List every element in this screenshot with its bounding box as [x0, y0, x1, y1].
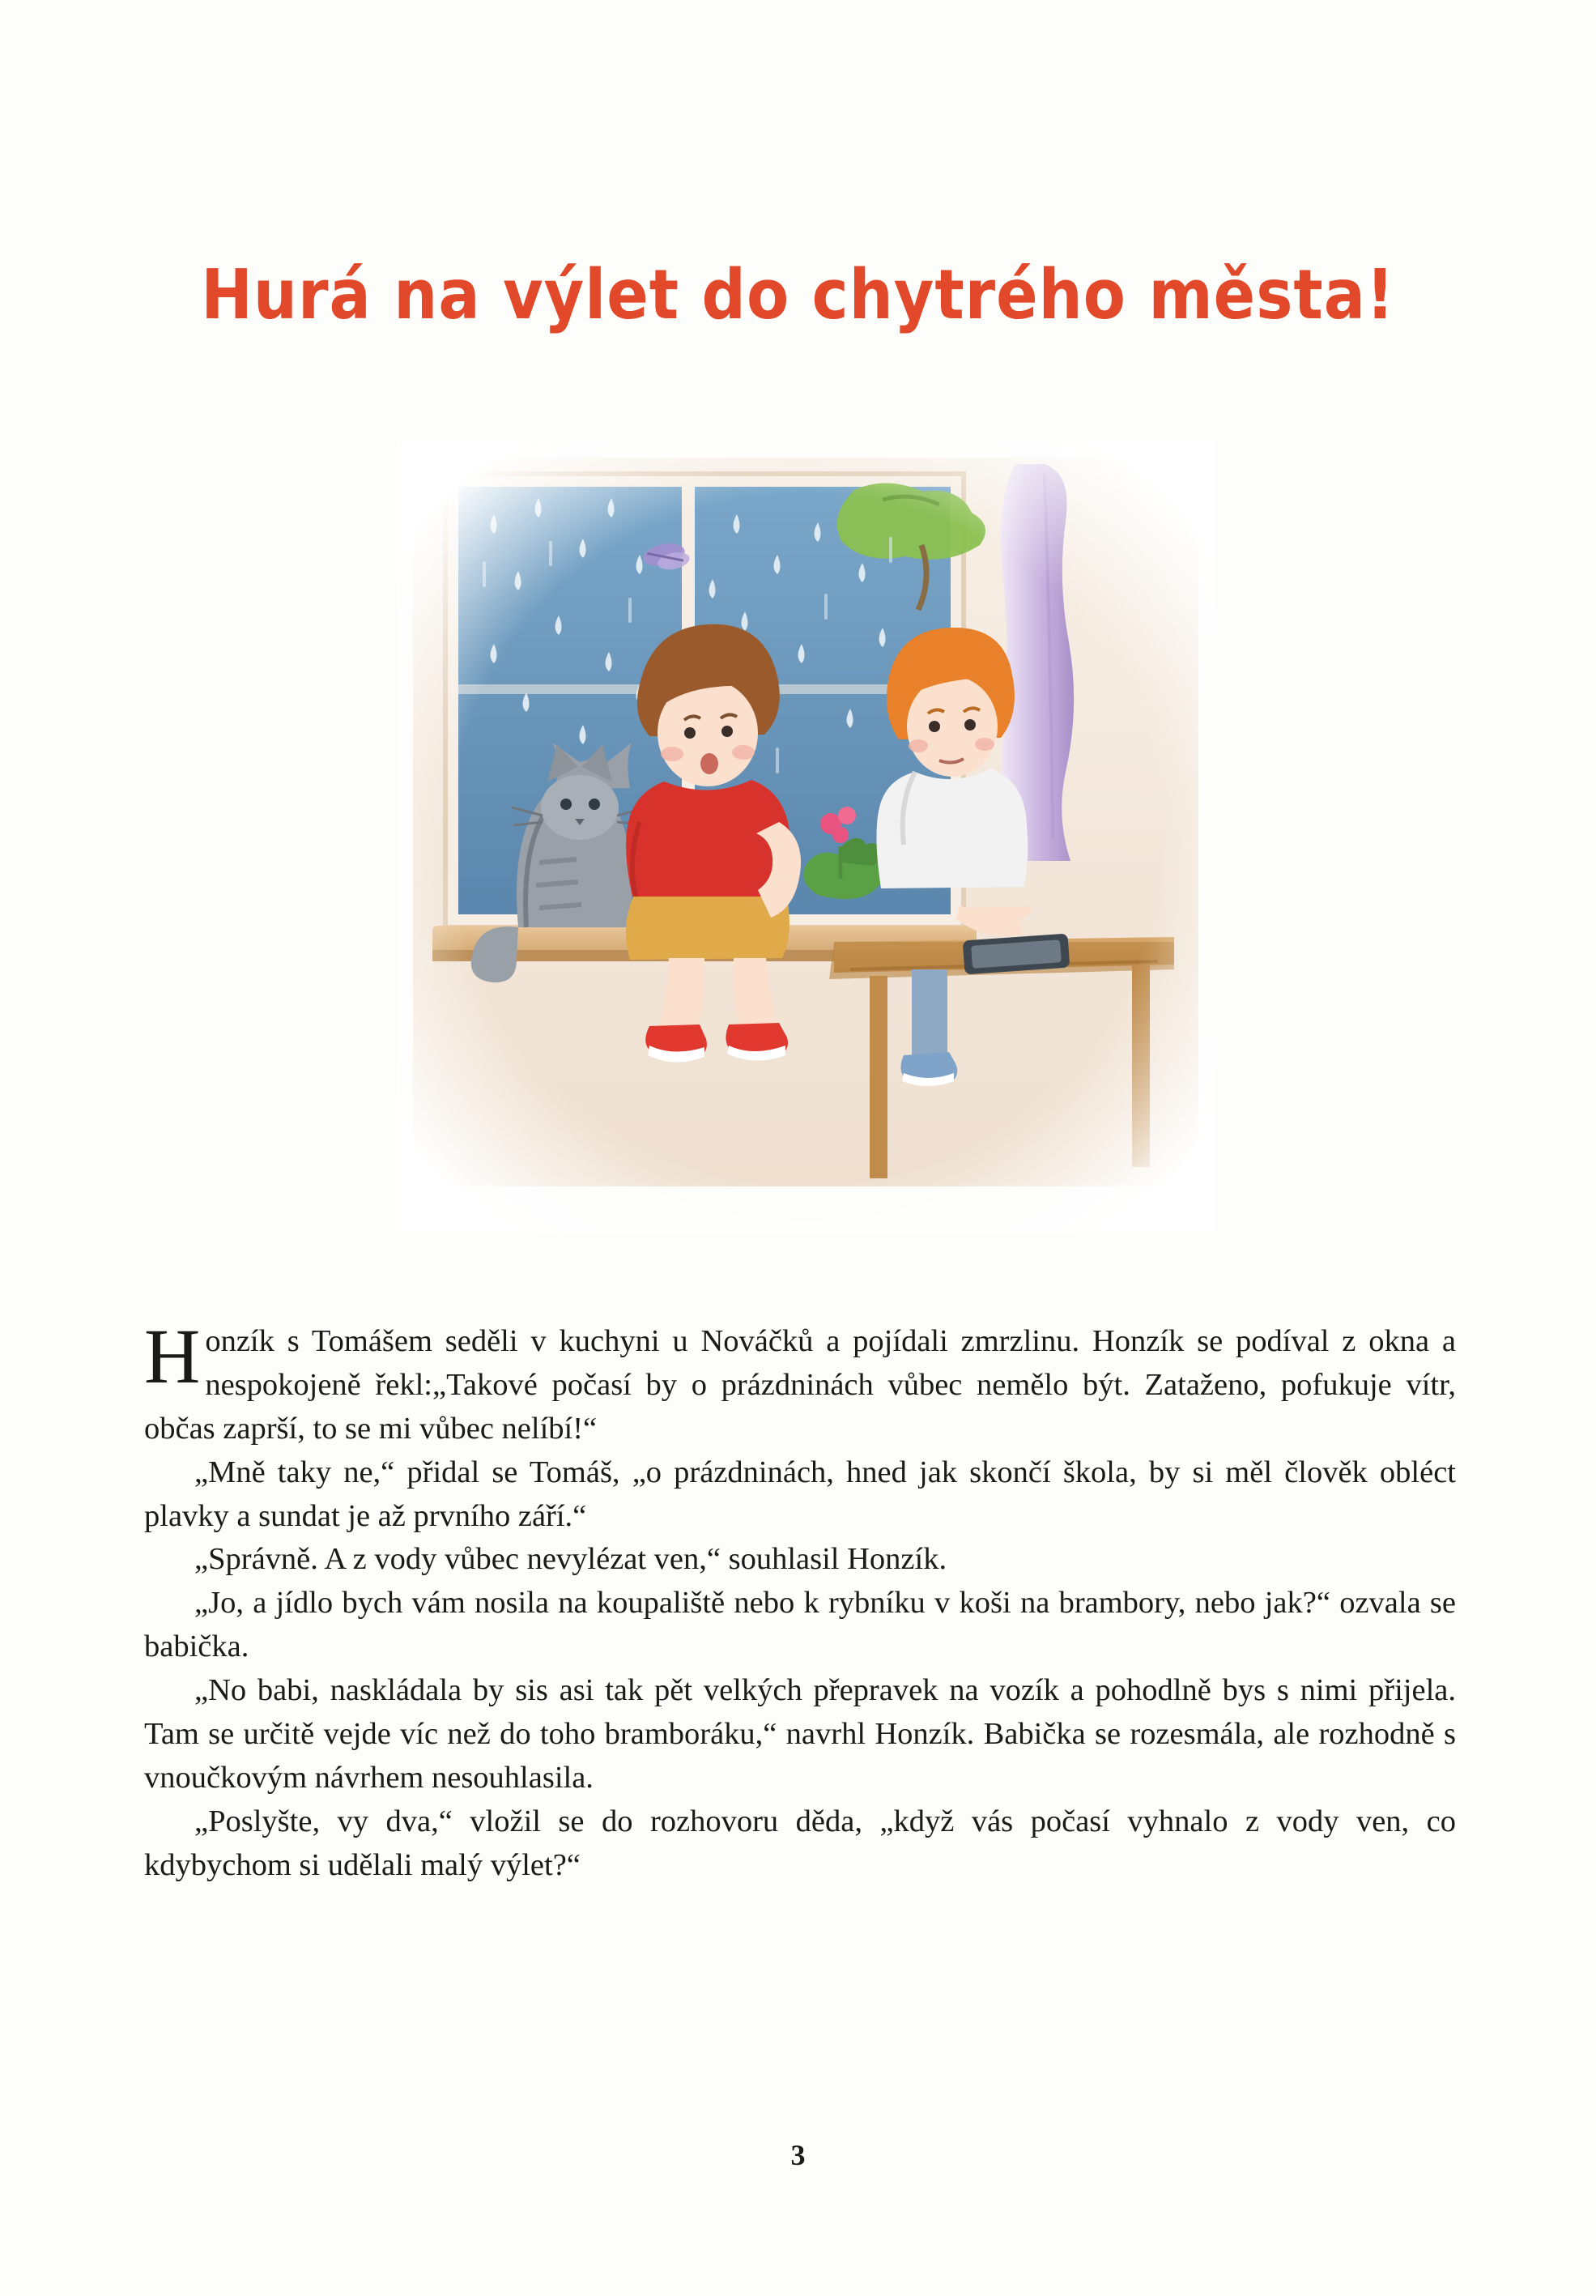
paragraph-4: „Jo, a jídlo bych vám nosila na koupaliště nebo k rybníku v koši na brambory, nebo jak?“ ozvala se babička. [144, 1586, 1456, 1664]
drop-cap: H [144, 1313, 201, 1399]
paragraph-5: „No babi, naskládala by sis asi tak pět velkých přepravek na vozík a pohodlně bys s nimi přijela. Tam se určitě vejde víc než do toho bramboráku,“ navrhl Honzík. Babička se rozesmála, ale rozhodně s vnoučkovým návrhem nesouhlasila. [144, 1673, 1456, 1795]
paragraph-6: „Poslyšte, vy dva,“ vložil se do rozhovoru děda, „když vás počasí vyhnalo z vody ven, co kdybychom si udělali malý výlet?“ [144, 1804, 1456, 1882]
page-number: 3 [790, 2139, 806, 2171]
paragraph-1-text: onzík s Tomášem seděli v kuchyni u Nováčků a pojídali zmrzlinu. Honzík se podíval z okna a nespokojeně řekl:„Takové počasí by o prázdninách vůbec nemělo být. Zataženo, pofukuje vítr, občas zaprší, to se mi vůbec nelíbí!“ [144, 1324, 1456, 1446]
paragraph-3: „Správně. A z vody vůbec nevylézat ven,“ souhlasil Honzík. [194, 1542, 947, 1577]
body-text [144, 1313, 1456, 1888]
kitchen-window-rain-illustration [397, 441, 1215, 1235]
paragraph-2: „Mně taky ne,“ přidal se Tomáš, „o prázdninách, hned jak skončí škola, by si měl člověk obléct plavky a sundat je až prvního září.“ [144, 1455, 1456, 1533]
page-title: Hurá na výlet do chytrého města! [201, 253, 1395, 335]
paragraph-1 [144, 1313, 1456, 1451]
